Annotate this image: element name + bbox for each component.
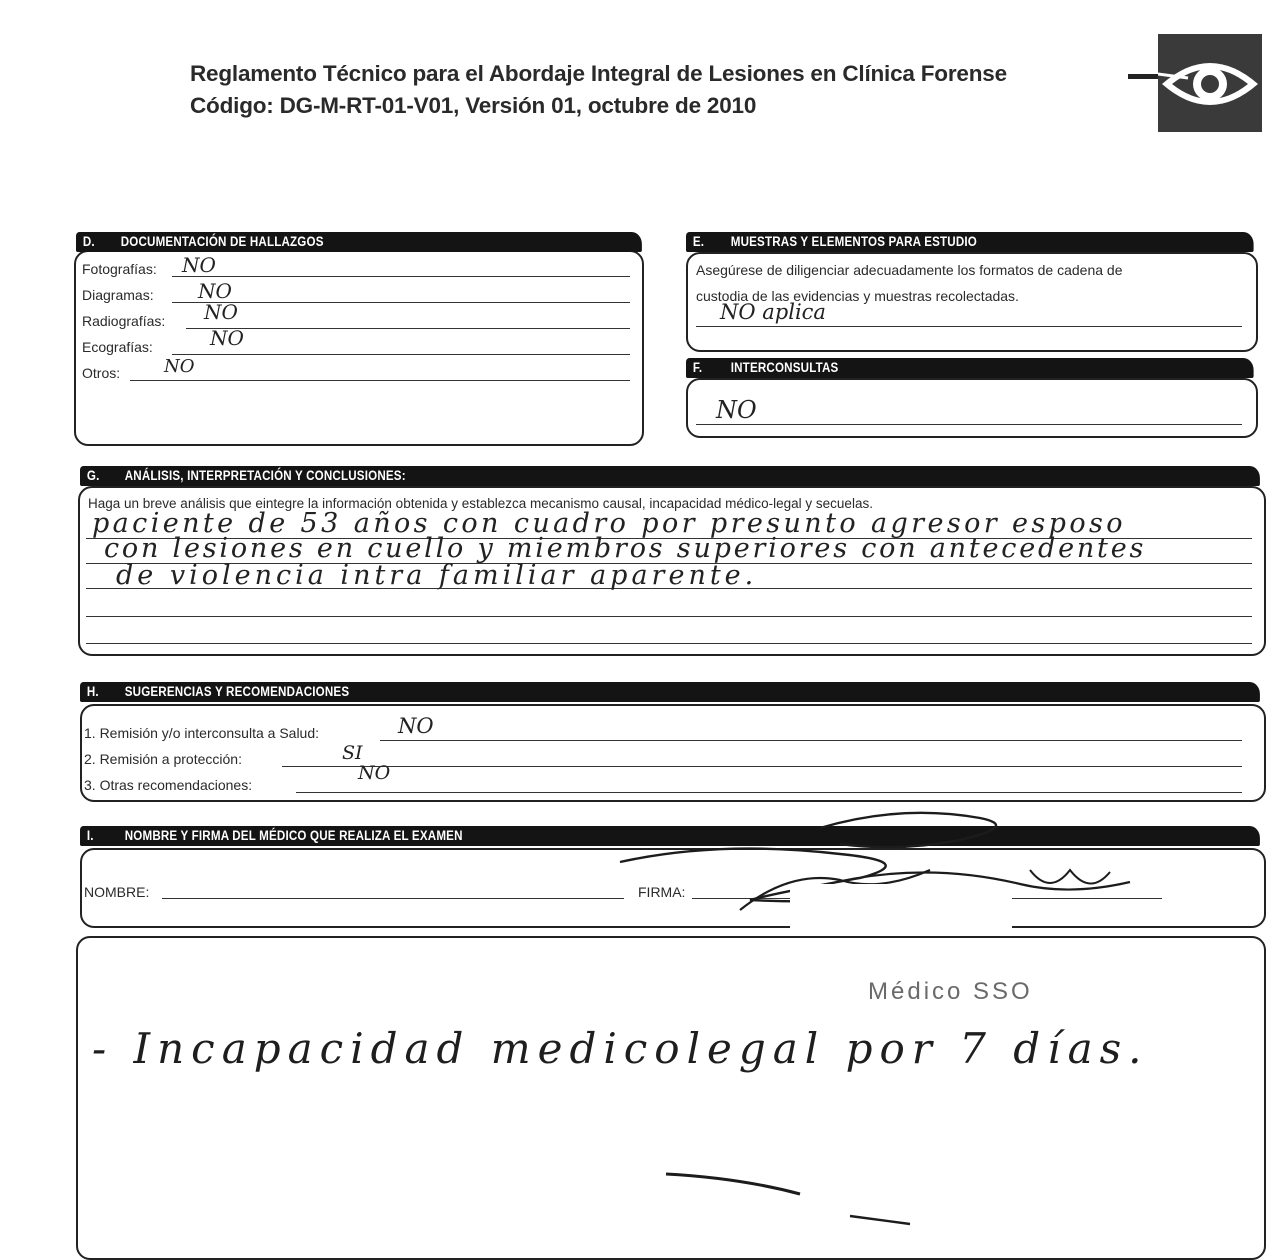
section-f-header	[686, 358, 1254, 378]
field-value-fotografias[interactable]: NO	[182, 253, 216, 277]
section-h-letter: H.	[86, 684, 99, 699]
field-label-diagramas: Diagramas:	[82, 287, 154, 303]
title-line-1: Reglamento Técnico para el Abordaje Integral de Lesiones en Clínica Forense	[190, 61, 1007, 86]
field-value-radiografias[interactable]: NO	[204, 300, 238, 324]
recommendation-value-2[interactable]: SI	[342, 742, 363, 764]
section-i-letter: I.	[86, 828, 94, 843]
stamp-redaction	[790, 884, 1012, 944]
section-f-letter: F.	[692, 360, 703, 375]
recommendation-line-3	[296, 792, 1242, 793]
section-d-title: DOCUMENTACIÓN DE HALLAZGOS	[120, 234, 324, 249]
section-e-value[interactable]: NO aplica	[720, 300, 826, 324]
section-d-header	[76, 232, 642, 252]
section-e-instruction-2: custodia de las evidencias y muestras recolectadas.	[696, 288, 1019, 304]
recommendation-label-3: 3. Otras recomendaciones:	[84, 777, 253, 793]
field-line-radiografias	[186, 328, 630, 329]
analysis-text-2[interactable]: con lesiones en cuello y miembros superiores con antecedentes	[104, 533, 1147, 564]
section-f-box	[686, 378, 1258, 438]
section-g-title: ANÁLISIS, INTERPRETACIÓN Y CONCLUSIONES:	[124, 468, 406, 483]
section-h-title: SUGERENCIAS Y RECOMENDACIONES	[124, 684, 350, 699]
notes-text[interactable]: - Incapacidad medicolegal por 7 días.	[92, 1024, 1149, 1073]
analysis-text-1[interactable]: paciente de 53 años con cuadro por presunto agresor esposo	[92, 508, 1126, 539]
field-value-diagramas[interactable]: NO	[198, 279, 232, 303]
doctor-name-label: NOMBRE:	[84, 884, 150, 900]
logo-dash	[1128, 74, 1158, 79]
section-e-title: MUESTRAS Y ELEMENTOS PARA ESTUDIO	[730, 234, 978, 249]
recommendation-line-2	[282, 766, 1242, 767]
field-label-otros: Otros:	[82, 365, 121, 381]
recommendation-value-1[interactable]: NO	[398, 714, 434, 738]
section-f-line	[696, 424, 1242, 425]
section-d-letter: D.	[82, 234, 95, 249]
title-line-2: Código: DG-M-RT-01-V01, Versión 01, octubre de 2010	[190, 93, 757, 118]
field-label-fotografias: Fotografías:	[82, 261, 157, 277]
document-title	[190, 58, 1007, 122]
recommendation-line-1	[380, 740, 1242, 741]
section-h-header	[80, 682, 1260, 702]
eye-logo-icon	[1158, 34, 1262, 132]
analysis-text-3[interactable]: de violencia intra familiar aparente.	[116, 560, 758, 591]
section-i-title: NOMBRE Y FIRMA DEL MÉDICO QUE REALIZA EL EXAMEN	[124, 828, 463, 843]
section-f-value[interactable]: NO	[716, 396, 757, 424]
field-line-diagramas	[172, 302, 630, 303]
analysis-line-4	[86, 616, 1252, 617]
field-line-fotografias	[172, 276, 630, 277]
section-e-header	[686, 232, 1254, 252]
section-g-header	[80, 466, 1260, 486]
name-redaction	[300, 870, 480, 896]
field-label-ecografias: Ecografías:	[82, 339, 153, 355]
doctor-stamp-text: Médico SSO	[868, 978, 1033, 1005]
signature-label: FIRMA:	[638, 884, 686, 900]
section-e-instruction-1: Asegúrese de diligenciar adecuadamente los formatos de cadena de	[696, 262, 1123, 278]
analysis-line-5	[86, 643, 1252, 644]
recommendation-label-1: 1. Remisión y/o interconsulta a Salud:	[84, 725, 320, 741]
field-value-ecografias[interactable]: NO	[210, 326, 244, 350]
section-h-box	[80, 704, 1266, 802]
section-d-box	[74, 250, 644, 446]
field-line-otros	[130, 380, 630, 381]
section-g-instruction: Haga un breve análisis que eintegre la información obtenida y establezca mecanismo causal, incapacidad médico-legal y secuelas.	[88, 496, 873, 511]
recommendation-label-2: 2. Remisión a protección:	[84, 751, 242, 767]
doctor-name-line[interactable]	[162, 898, 624, 899]
section-g-letter: G.	[86, 468, 100, 483]
recommendation-value-3[interactable]: NO	[358, 762, 391, 784]
field-line-ecografias	[172, 354, 630, 355]
field-value-otros[interactable]: NO	[164, 356, 195, 377]
section-f-title: INTERCONSULTAS	[730, 360, 839, 375]
section-e-line	[696, 326, 1242, 327]
field-label-radiografias: Radiografías:	[82, 313, 166, 329]
section-e-letter: E.	[692, 234, 705, 249]
notes-stroke	[660, 1168, 920, 1226]
